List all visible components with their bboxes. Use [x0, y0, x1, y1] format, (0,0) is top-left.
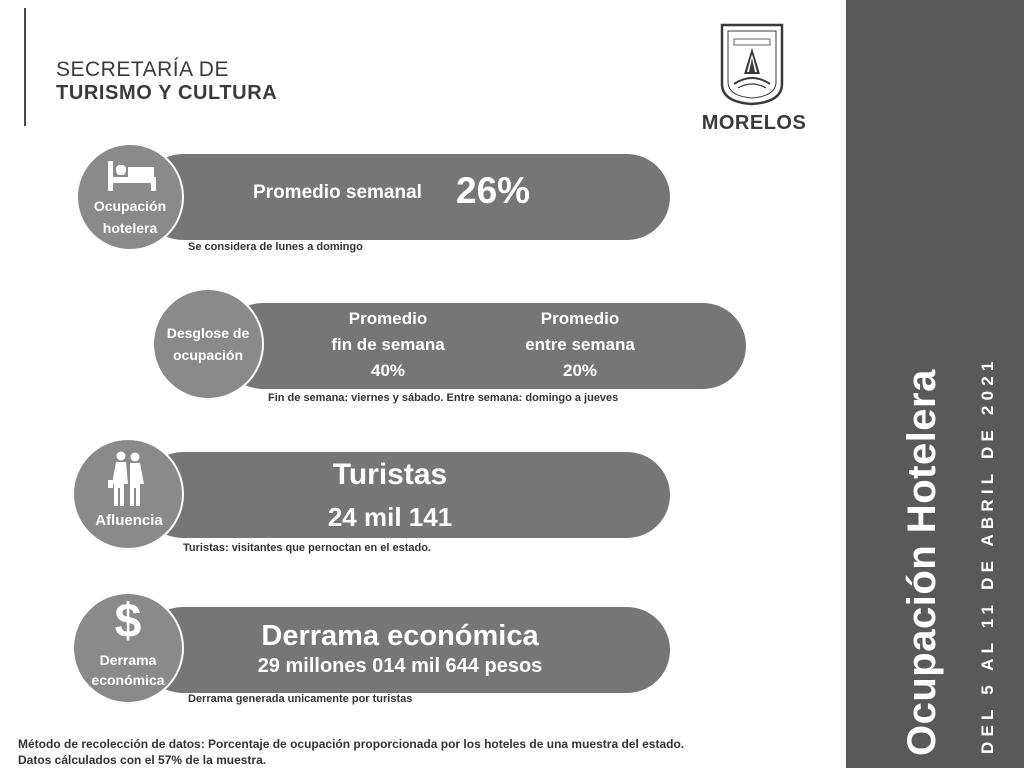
bed-icon — [106, 159, 158, 193]
breakdown-pill — [220, 303, 746, 389]
weekday-average: Promedio entre semana 20% — [525, 309, 635, 380]
revenue-circle — [72, 592, 184, 704]
tourists-circle-label: Afluencia — [95, 512, 163, 529]
methodology-line1: Método de recolección de datos: Porcentaje de ocupación proporcionada por los hoteles de una muestra del estado. — [18, 737, 685, 751]
occupancy-circle — [76, 143, 184, 251]
revenue-value: 29 millones 014 mil 644 pesos — [257, 655, 543, 677]
tourists-title: Turistas — [332, 458, 448, 491]
tourists-icon — [108, 450, 148, 508]
revenue-circle-label: Derrama económica — [91, 652, 165, 688]
page-title: Ocupación Hotelera — [900, 369, 944, 756]
occupancy-note: Se considera de lunes a domingo — [188, 241, 363, 253]
secretaria-line1: SECRETARÍA DE — [56, 58, 229, 81]
weekend-average: Promedio fin de semana 40% — [331, 309, 445, 380]
breakdown-note: Fin de semana: viernes y sábado. Entre semana: domingo a jueves — [268, 392, 619, 404]
dollar-icon: $ — [114, 595, 142, 648]
header-divider — [24, 8, 26, 126]
date-range: DEL 5 AL 11 DE ABRIL DE 2021 — [978, 356, 997, 754]
tourists-value: 24 mil 141 — [327, 502, 453, 532]
state-name: MORELOS — [701, 112, 807, 134]
methodology-footer — [18, 736, 684, 768]
weekly-average-label: Promedio semanal — [253, 182, 422, 203]
tourists-note: Turistas: visitantes que pernoctan en el estado. — [183, 542, 431, 554]
revenue-title: Derrama económica — [261, 620, 539, 652]
weekly-average-value: 26% — [456, 170, 531, 211]
breakdown-circle-label: Desglose de ocupación — [166, 325, 250, 363]
tourists-circle — [72, 438, 184, 550]
morelos-crest-icon — [718, 22, 786, 106]
methodology-line2: Datos cálculados con el 57% de la muestra. — [18, 753, 267, 767]
breakdown-circle — [152, 288, 264, 400]
secretaria-line2: TURISMO Y CULTURA — [56, 82, 278, 104]
occupancy-circle-label: Ocupación hotelera — [93, 198, 167, 236]
revenue-note: Derrama generada unicamente por turistas — [188, 693, 413, 705]
